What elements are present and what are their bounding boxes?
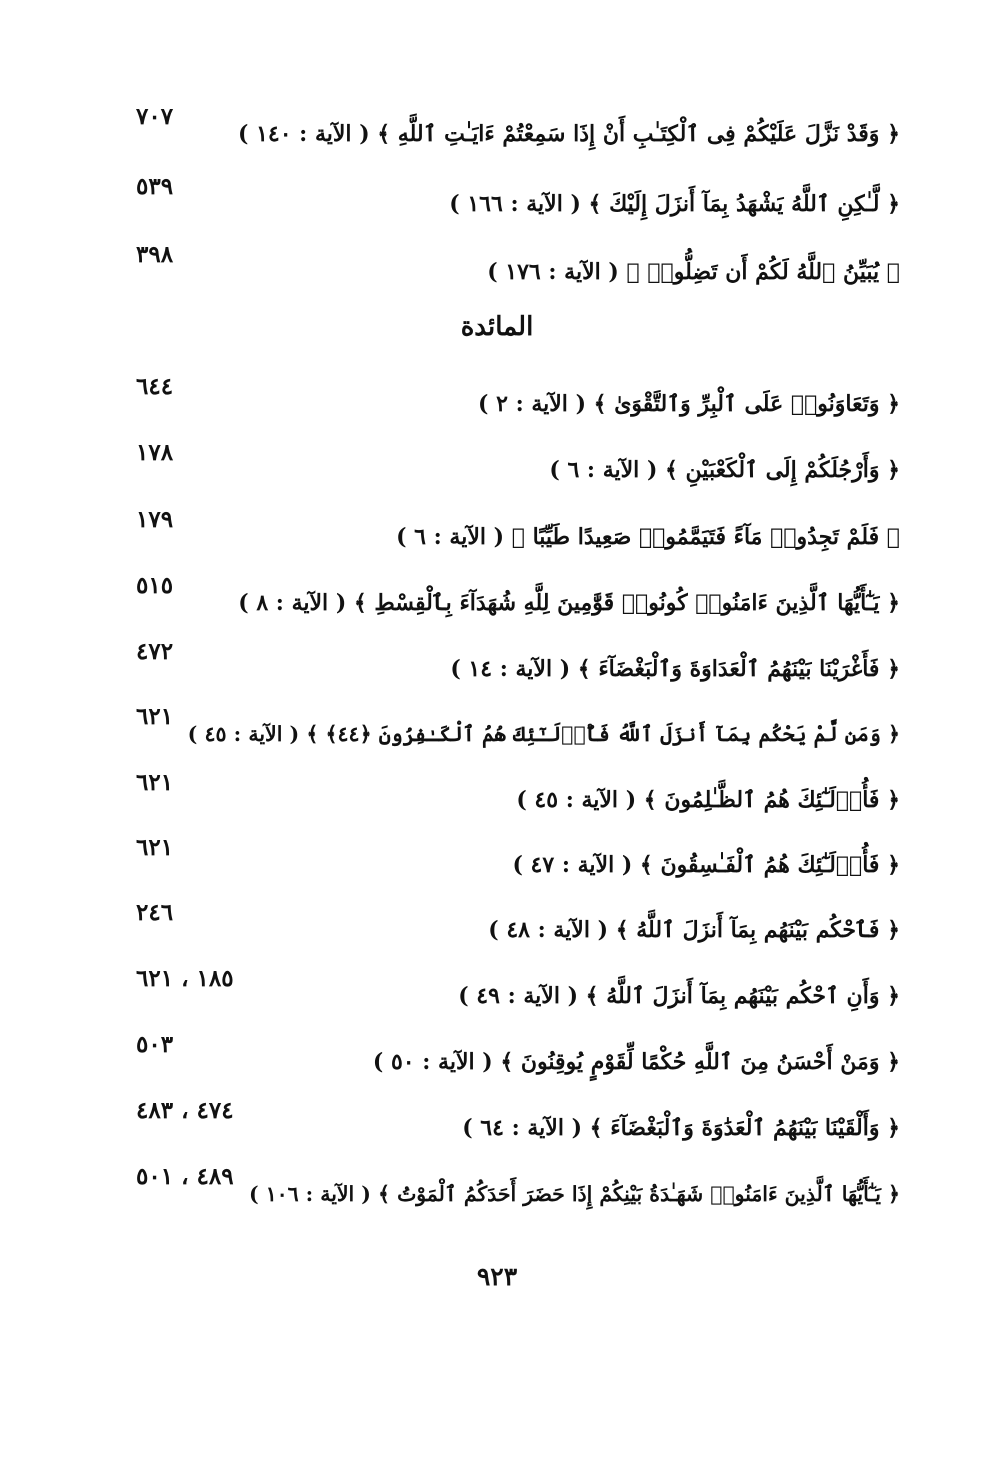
verse-text: ﴿ وَقَدْ نَزَّلَ عَلَيْكُمْ فِى ٱلْكِتَـٰبِ أَنْ إِذَا سَمِعْتُمْ ءَايَـٰتِ ٱللَّهِ ﴾ ( الآية : ١٤٠ ) <box>237 121 900 147</box>
index-row <box>110 103 900 156</box>
verse-text: ﴿ فَٱحْكُم بَيْنَهُم بِمَآ أَنزَلَ ٱللَّهُ ﴾ ( الآية : ٤٨ ) <box>488 917 900 943</box>
index-row <box>110 1163 900 1216</box>
page-references: ٦٢١ <box>136 703 174 730</box>
page-references: ١٧٨ <box>136 439 174 466</box>
page-references: ٧٠٧ <box>136 103 174 130</box>
index-row <box>110 638 900 691</box>
page-references: ١٧٩ <box>136 506 174 533</box>
verse-text: ﴿ وَمَن لَّمْ يَحْكُم بِمَآ أَنزَلَ ٱللَّهُ فَأُو۟لَـٰٓئِكَ هُمُ ٱلْكَـٰفِرُونَ ﴿٤٤﴾ ﴾ ( الآية : ٤٥ ) <box>187 722 900 746</box>
page-references: ١٨٥ ، ٦٢١ <box>136 965 234 992</box>
index-row <box>110 965 900 1018</box>
verse-text: ﴿ فَأَغْرَيْنَا بَيْنَهُمُ ٱلْعَدَاوَةَ وَٱلْبَغْضَآءَ ﴾ ( الآية : ١٤ ) <box>450 656 900 682</box>
index-row <box>110 439 900 492</box>
page-references: ٢٤٦ <box>136 899 174 926</box>
verse-text: ﴿ فَلَمْ تَجِدُوا۟ مَآءً فَتَيَمَّمُوا۟ صَعِيدًا طَيِّبًا ﴾ ( الآية : ٦ ) <box>396 524 900 550</box>
index-row <box>110 703 900 756</box>
index-row <box>110 572 900 625</box>
page-references: ٦٤٤ <box>136 373 174 400</box>
page-references: ٦٢١ <box>136 834 174 861</box>
page-references: ٦٢١ <box>136 769 174 796</box>
verse-text: ﴿ وَتَعَاوَنُوا۟ عَلَى ٱلْبِرِّ وَٱلتَّقْوَىٰ ﴾ ( الآية : ٢ ) <box>478 391 900 417</box>
index-row <box>110 506 900 559</box>
index-row <box>110 1097 900 1150</box>
verse-text: ﴿ يَـٰٓأَيُّهَا ٱلَّذِينَ ءَامَنُوا۟ شَهَـٰدَةُ بَيْنِكُمْ إِذَا حَضَرَ أَحَدَكُمُ ٱلْمَوْتُ ﴾ ( الآية : ١٠٦ ) <box>248 1182 900 1206</box>
verse-text: ﴿ يُبَيِّنُ ٱللَّهُ لَكُمْ أَن تَضِلُّوا۟ ﴾ ( الآية : ١٧٦ ) <box>487 259 900 285</box>
verse-text: ﴿ لَّـٰكِنِ ٱللَّهُ يَشْهَدُ بِمَآ أَنزَلَ إِلَيْكَ ﴾ ( الآية : ١٦٦ ) <box>449 191 900 217</box>
page-references: ٣٩٨ <box>136 241 174 268</box>
verse-text: ﴿ وَأَنِ ٱحْكُم بَيْنَهُم بِمَآ أَنزَلَ ٱللَّهُ ﴾ ( الآية : ٤٩ ) <box>458 983 900 1009</box>
index-row <box>110 899 900 952</box>
page-references: ٥١٥ <box>136 572 174 599</box>
index-row <box>110 373 900 426</box>
page-references: ٤٧٢ <box>136 638 174 665</box>
verse-text: ﴿ وَمَنْ أَحْسَنُ مِنَ ٱللَّهِ حُكْمًا لِّقَوْمٍ يُوقِنُونَ ﴾ ( الآية : ٥٠ ) <box>372 1049 900 1075</box>
verse-text: ﴿ فَأُو۟لَـٰٓئِكَ هُمُ ٱلظَّـٰلِمُونَ ﴾ ( الآية : ٤٥ ) <box>516 787 900 813</box>
index-row <box>110 1031 900 1084</box>
index-row <box>110 241 900 294</box>
verse-text: ﴿ فَأُو۟لَـٰٓئِكَ هُمُ ٱلْفَـٰسِقُونَ ﴾ ( الآية : ٤٧ ) <box>512 852 900 878</box>
verse-text: ﴿ وَأَرْجُلَكُمْ إِلَى ٱلْكَعْبَيْنِ ﴾ ( الآية : ٦ ) <box>549 457 900 483</box>
page-references: ٥٠٣ <box>136 1031 174 1058</box>
page-number: ٩٢٣ <box>476 1262 518 1291</box>
index-row <box>110 769 900 822</box>
page-references: ٤٨٩ ، ٥٠١ <box>136 1163 234 1190</box>
section-heading: المائدة <box>460 312 534 342</box>
verse-text: ﴿ يَـٰٓأَيُّهَا ٱلَّذِينَ ءَامَنُوا۟ كُونُوا۟ قَوَّٰمِينَ لِلَّهِ شُهَدَآءَ بِٱلْقِسْطِ ﴾ ( الآية : ٨ ) <box>238 590 900 616</box>
verse-text: ﴿ وَأَلْقَيْنَا بَيْنَهُمُ ٱلْعَدَٰوَةَ وَٱلْبَغْضَآءَ ﴾ ( الآية : ٦٤ ) <box>462 1115 900 1141</box>
page-references: ٤٧٤ ، ٤٨٣ <box>136 1097 234 1124</box>
page-references: ٥٣٩ <box>136 173 174 200</box>
index-row <box>110 173 900 226</box>
index-row <box>110 834 900 887</box>
